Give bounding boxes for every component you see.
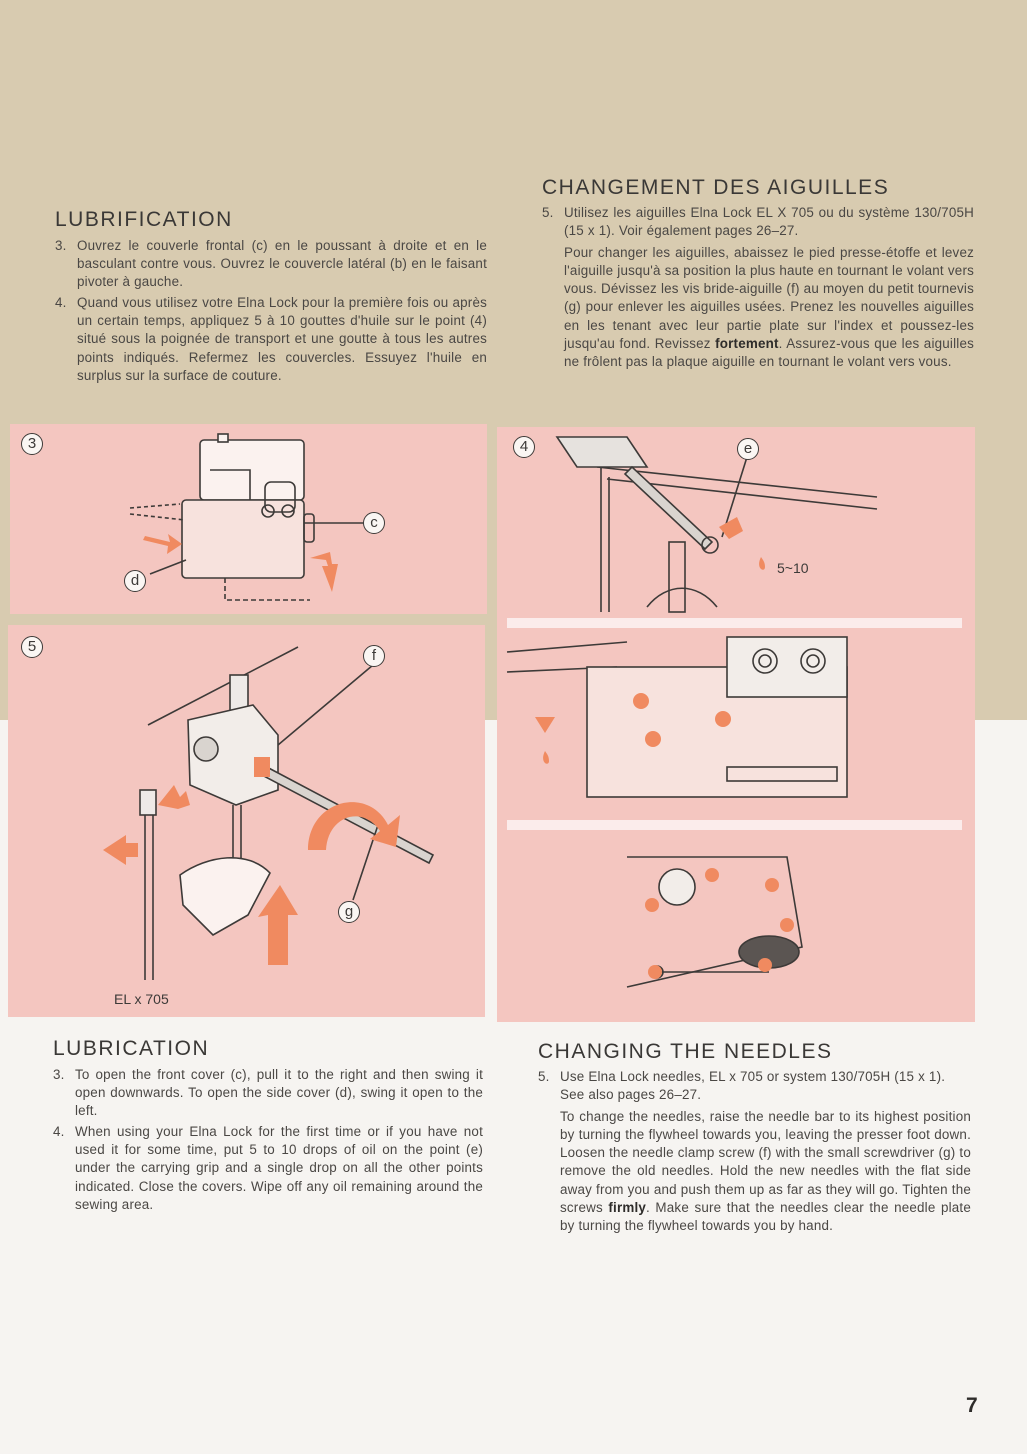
heading-lubrication: LUBRICATION xyxy=(53,1037,210,1060)
arrow-right-icon xyxy=(103,835,138,865)
needle-caption: EL x 705 xyxy=(114,991,169,1007)
label-c: c xyxy=(363,512,385,534)
arrow-left-icon xyxy=(143,534,182,554)
arrow-small-icon xyxy=(158,785,190,809)
list-item: 3. Ouvrez le couverle frontal (c) en le poussant à droite et en le basculant contre vous. Ouvrez le couvercle latéral (b) en le faisant pivoter à gauche. xyxy=(55,238,487,290)
heading-changing-needles: CHANGING THE NEEDLES xyxy=(538,1040,833,1063)
list-lubrification xyxy=(55,237,487,388)
figure-3-panel xyxy=(10,424,487,614)
needle-change-illustration xyxy=(8,625,485,1017)
screw-highlight xyxy=(254,757,270,777)
list-item: 5. Utilisez les aiguilles Elna Lock EL X 705 ou du système 130/705H (15 x 1). Voir également pages 26–27. Pour changer les aiguilles, abaissez le pied presse-étoffe et levez l'aiguille jusqu'à sa position la plus haute en tournant le volant vers vous. Dévissez les vis bride-aiguille (f) au moyen du petit tournevis (g) pour enlever les aiguilles usées. Prenez les nouvelles aiguilles en les tenant avec leur partie plate sur l'index et poussez-les jusqu'au fond. Revissez fortement. Assurez-vous que les aiguilles ne frôlent pas la plaque aiguille en tournant le volant vers vous. xyxy=(542,205,974,369)
heading-changement-aiguilles: CHANGEMENT DES AIGUILLES xyxy=(542,176,890,199)
figure-number-4: 4 xyxy=(513,436,535,458)
page-number: 7 xyxy=(966,1394,978,1417)
label-d: d xyxy=(124,570,146,592)
figure-5-panel xyxy=(8,625,485,1017)
overlock-machine-illustration xyxy=(10,424,487,614)
arrow-down-icon xyxy=(310,552,338,592)
list-item: 4. Quand vous utilisez votre Elna Lock pour la première fois ou après un certain temps, appliquez 5 à 10 gouttes d'huile sur le point (4) situé sous la poignée de transport et une goutte à tous les autres points indiqués. Refermez les couvercles. Essuyez l'huile en surplus sur la surface de couture. xyxy=(55,295,487,383)
list-changement-aiguilles xyxy=(542,204,974,375)
oil-drop-icon xyxy=(543,751,549,764)
oil-drop-icon xyxy=(759,557,765,570)
list-item: 3. To open the front cover (c), pull it to the right and then swing it open downwards. To open the side cover (d), swing it open to the left. xyxy=(53,1067,483,1119)
figure-4-panel xyxy=(497,427,975,1022)
label-e: e xyxy=(737,438,759,460)
figure-number-5: 5 xyxy=(21,636,43,658)
oil-drops-caption: 5~10 xyxy=(777,560,809,576)
rotate-arrow-icon xyxy=(308,802,400,850)
oiling-points-illustration xyxy=(497,427,975,1022)
label-g: g xyxy=(338,901,360,923)
list-item: 4. When using your Elna Lock for the first time or if you have not used it for some time, put 5 to 10 drops of oil on the point (e) under the carrying grip and a single drop on all the other points indicated. Close the covers. Wipe off any oil remaining around the sewing area. xyxy=(53,1124,483,1212)
panel-divider xyxy=(507,820,962,830)
arrow-up-icon xyxy=(258,885,298,965)
heading-lubrification: LUBRIFICATION xyxy=(55,208,233,231)
panel-divider xyxy=(507,618,962,628)
list-changing-needles xyxy=(538,1068,971,1239)
arrow-down-icon xyxy=(535,717,555,733)
label-f: f xyxy=(363,645,385,667)
list-item: 5. Use Elna Lock needles, EL x 705 or system 130/705H (15 x 1). See also pages 26–27. To change the needles, raise the needle bar to its highest position by turning the flywheel towards you, leaving the presser foot down. Loosen the needle clamp screw (f) with the small screwdriver (g) to remove the old needles. Hold the new needles with the flat side away from you and push them up as far as they will go. Tighten the screws firmly. Make sure that the needles clear the needle plate by turning the flywheel towards you by hand. xyxy=(538,1069,971,1233)
list-lubrication xyxy=(53,1066,483,1217)
figure-number-3: 3 xyxy=(21,433,43,455)
